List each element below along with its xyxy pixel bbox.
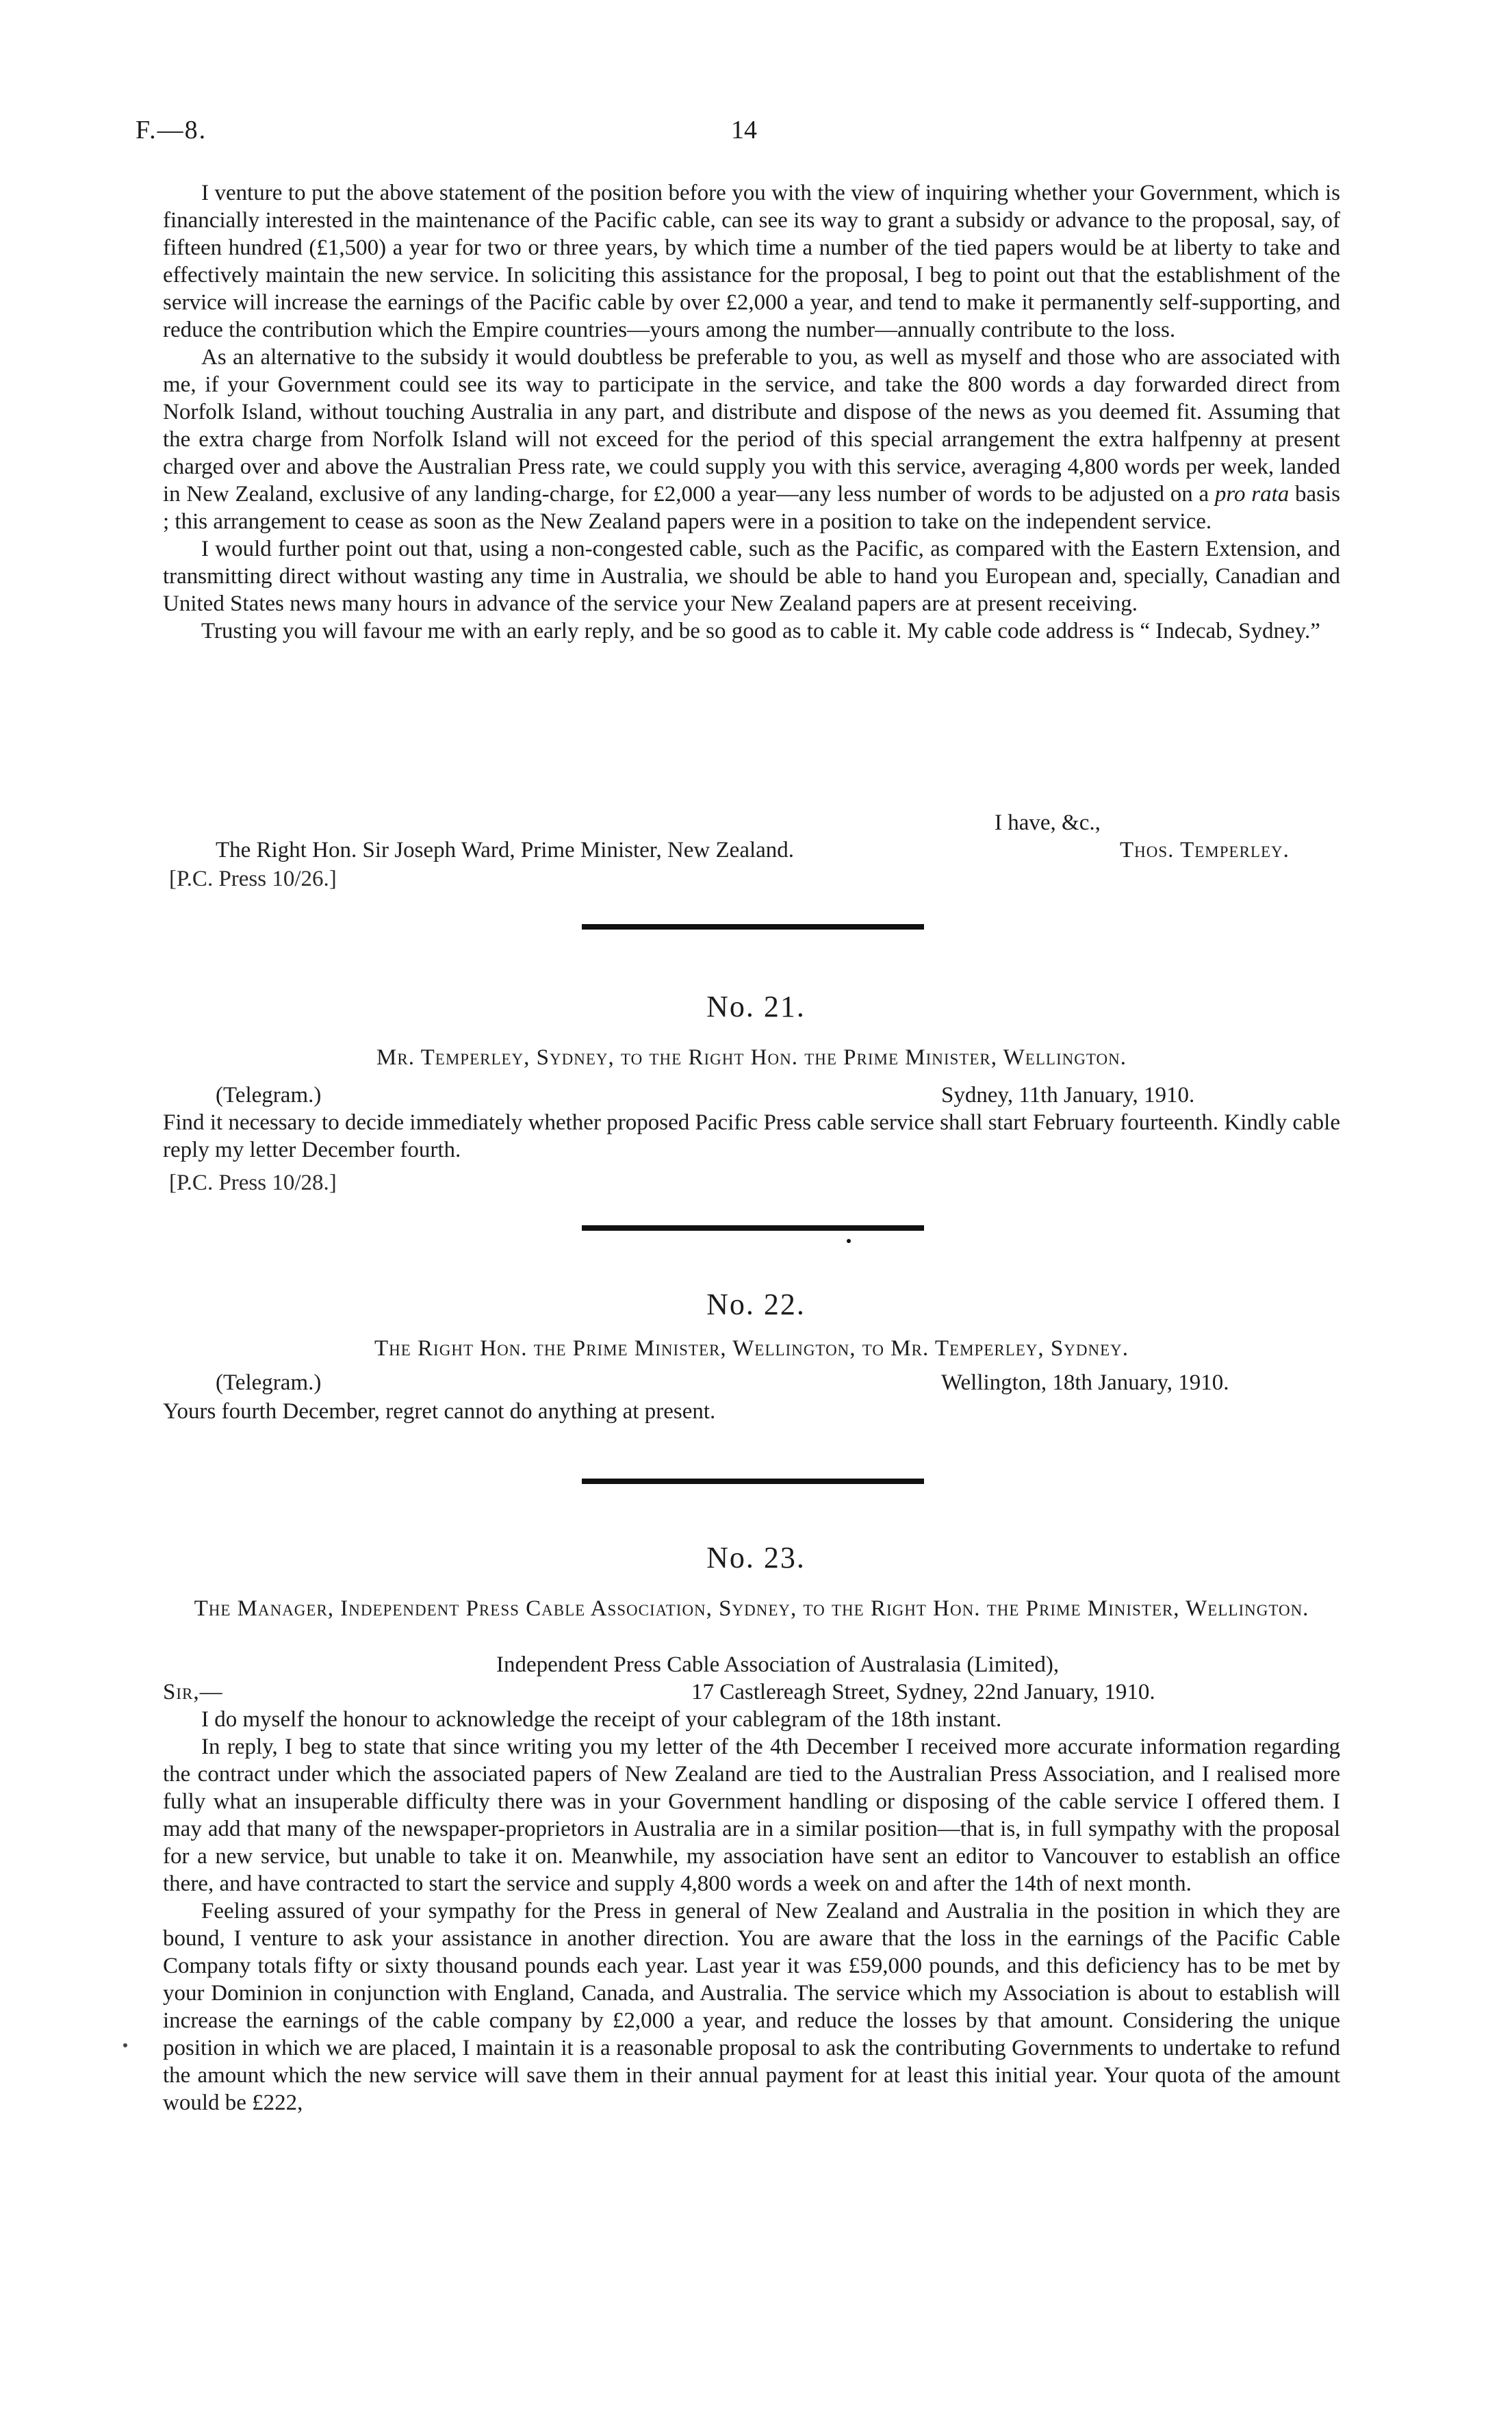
telegram-text [163, 1109, 1340, 1164]
paragraph: I do myself the honour to acknowledge the receipt of your cablegram of the 18th instant. [201, 1707, 1002, 1732]
paragraph: Feeling assured of your sympathy for the Press in general of New Zealand and Australia in the position in which they are bound, I venture to ask your assistance in another direction. You are aware that the loss in the earnings of the Pacific Cable Company totals fifty or sixty thousand pounds each year. Last year it was £59,000 pounds, and this deficiency has to be met by your Dominion in conjunction with England, Canada, and Australia. The service which my Association is about to establish will increase the earnings of the cable company by £2,000 a year, and reduce the losses by that amount. Considering the unique position in which we are placed, I maintain it is a reasonable proposal to ask the contributing Governments to undertake to refund the amount which the new service will save them in their annual payment for at least this initial year. Your quota of the amount would be £222, [163, 1899, 1340, 2115]
margin-mark [123, 2043, 127, 2047]
press-reference: [P.C. Press 10/28.] [169, 1171, 337, 1195]
letter-body [163, 1706, 1340, 2117]
page-number: 14 [731, 116, 757, 144]
paragraph: Find it necessary to decide immediately whether proposed Pacific Press cable service shall start February fourteenth. Kindly cable reply my letter December fourth. [163, 1110, 1340, 1162]
letterhead-line: Independent Press Cable Association of Australasia (Limited), [496, 1652, 1060, 1677]
section-divider [582, 1479, 924, 1484]
document-heading: The Right Hon. the Prime Minister, Wellington, to Mr. Temperley, Sydney. [374, 1336, 1129, 1361]
paragraph: Trusting you will favour me with an early reply, and be so good as to cable it. My cable code address is “ Indecab, Sydney.” [201, 619, 1320, 643]
salutation: Sir,— [163, 1680, 223, 1704]
paragraph-text: basis ; this arrangement to cease as soon as the New Zealand papers were in a position to take on the independent service. [163, 482, 1340, 534]
document-number: No. 22. [706, 1288, 806, 1321]
paragraph: I would further point out that, using a non-congested cable, such as the Pacific, as compared with the Eastern Extension, and transmitting direct without wasting any time in Australia, we should be able to hand you European and, specially, Canadian and United States news many hours in advance of the service your New Zealand papers are at present receiving. [163, 537, 1340, 616]
print-speck [847, 1239, 851, 1243]
pro-rata-italic: pro rata [1214, 482, 1290, 507]
paragraph [163, 344, 1340, 535]
document-type: (Telegram.) [216, 1083, 322, 1108]
place-date: Sydney, 11th January, 1910. [941, 1083, 1195, 1108]
letter-continuation [163, 179, 1340, 645]
closing: I have, &c., [995, 810, 1101, 835]
place-date: Wellington, 18th January, 1910. [941, 1370, 1229, 1395]
telegram-text [163, 1398, 1340, 1425]
signatory: Thos. Temperley. [1120, 838, 1290, 862]
letterhead-line: 17 Castlereagh Street, Sydney, 22nd January, 1910. [691, 1680, 1155, 1704]
document-number: No. 23. [706, 1541, 806, 1574]
document-number: No. 21. [706, 990, 806, 1023]
page-header [0, 115, 1512, 156]
paragraph: I venture to put the above statement of the position before you with the view of inquiring whether your Government, which is financially interested in the maintenance of the Pacific cable, can see its way to grant a subsidy or advance to the proposal, say, of fifteen hundred (£1,500) a year for two or three years, by which time a number of the tied papers would be at liberty to take and effectively maintain the new service. In soliciting this assistance for the proposal, I beg to point out that the establishment of the service will increase the earnings of the Pacific cable by over £2,000 a year, and tend to make it permanently self-supporting, and reduce the contribution which the Empire countries—yours among the number—annually contribute to the loss. [163, 181, 1340, 342]
addressee: The Right Hon. Sir Joseph Ward, Prime Minister, New Zealand. [216, 838, 795, 862]
document-type: (Telegram.) [216, 1370, 322, 1395]
press-reference: [P.C. Press 10/26.] [169, 867, 337, 891]
paragraph: In reply, I beg to state that since writing you my letter of the 4th December I received more accurate information regarding the contract under which the associated papers of New Zealand are tied to the Australian Press Association, and I realised more fully what an insuperable difficulty there was in your Government handling or disposing of the cable service I offered them. I may add that many of the newspaper-proprietors in Australia are in a similar position—that is, in full sympathy with the proposal for a new service, but unable to take it on. Meanwhile, my association have sent an editor to Vancouver to establish an office there, and have contracted to start the service and supply 4,800 words a week on and after the 14th of next month. [163, 1735, 1340, 1896]
section-divider [582, 924, 924, 930]
document-heading: Mr. Temperley, Sydney, to the Right Hon. the Prime Minister, Wellington. [376, 1045, 1127, 1070]
paragraph-text: As an alternative to the subsidy it would doubtless be preferable to you, as well as myself and those who are associated with me, if your Government could see its way to participate in the service, and take the 800 words a day forwarded direct from Norfolk Island, without touching Australia in any part, and distribute and dispose of the news as you deemed fit. Assuming that the extra charge from Norfolk Island will not exceed for the period of this special arrangement the extra halfpenny at present charged over and above the Australian Press rate, we could supply you with this service, averaging 4,800 words per week, landed in New Zealand, exclusive of any landing-charge, for £2,000 a year—any less number of words to be adjusted on a [163, 345, 1340, 507]
paper-reference: F.—8. [136, 116, 207, 144]
paragraph: Yours fourth December, regret cannot do anything at present. [163, 1399, 716, 1424]
section-divider [582, 1225, 924, 1231]
document-heading: The Manager, Independent Press Cable Association, Sydney, to the Right Hon. the Prime Minister, Wellington. [194, 1596, 1309, 1621]
